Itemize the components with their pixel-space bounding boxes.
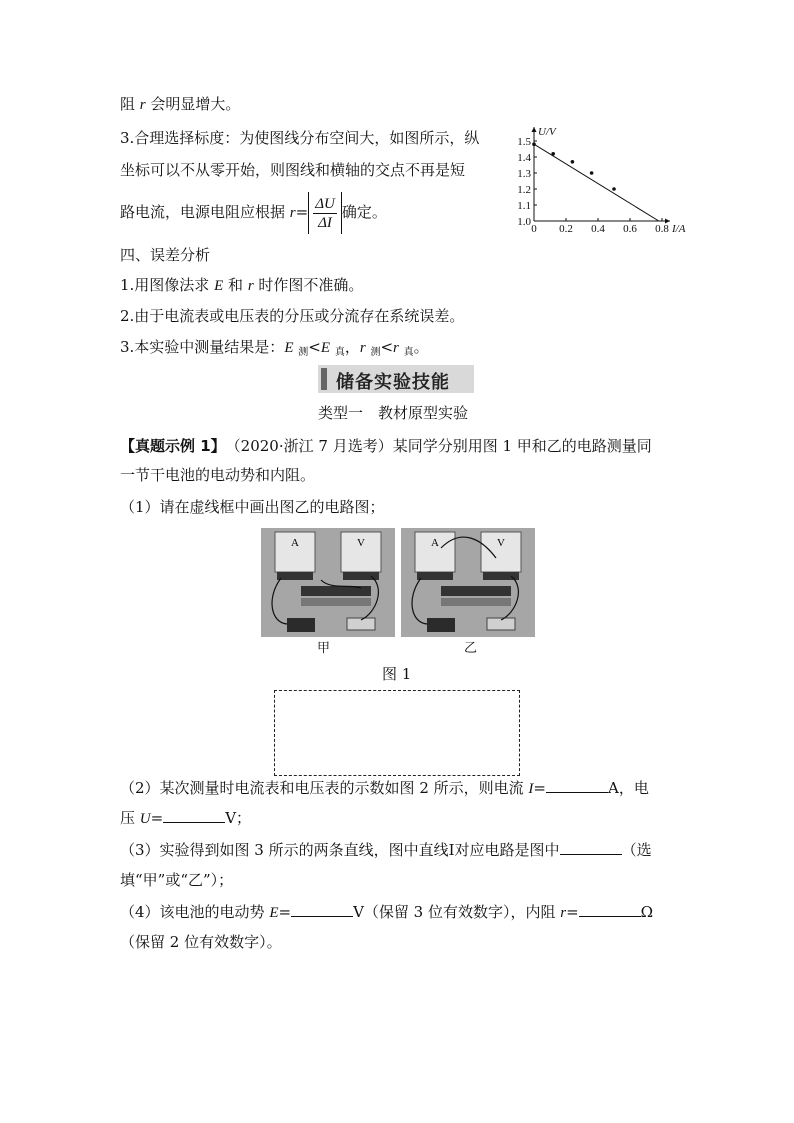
text-line: （2）某次测量时电流表和电压表的示数如图 2 所示，则电流 I= A，电 [120, 779, 649, 797]
x-tick-label: 0.2 [559, 223, 573, 235]
x-tick-label: 0.8 [655, 223, 669, 235]
x-tick-label: 0.4 [591, 223, 605, 235]
meter-v-label: V [357, 537, 365, 549]
u-i-chart [508, 125, 686, 235]
answer-blank-resistance[interactable] [579, 902, 641, 917]
figure-caption: 图 1 [382, 665, 412, 683]
data-point [551, 152, 555, 156]
meter-a-label: A [291, 537, 299, 549]
answer-blank-line1[interactable] [560, 840, 622, 855]
section-banner [318, 365, 474, 393]
banner-mark [321, 368, 327, 390]
data-point [612, 187, 616, 191]
y-tick-label: 1.2 [517, 184, 531, 196]
answer-blank-current[interactable] [546, 778, 608, 793]
text-line: 填“甲”或“乙”）； [120, 871, 234, 889]
y-axis-label: U/V [538, 126, 556, 138]
var-r: r [139, 97, 146, 113]
text-line: （4）该电池的电动势 E= V（保留 3 位有效数字），内阻 r= Ω [120, 903, 654, 921]
meter-v-label: V [497, 537, 505, 549]
photo-circuit-jia [261, 528, 395, 637]
photo-circuit-yi [401, 528, 535, 637]
x-axis-label: I/A [672, 223, 686, 235]
text-line: （1）请在虚线框中画出图乙的电路图； [120, 498, 385, 516]
data-point [590, 171, 594, 175]
text-line: 2.由于电流表或电压表的分压或分流存在系统误差。 [120, 307, 465, 325]
y-axis-arrow [532, 127, 537, 132]
y-tick-label: 1.5 [517, 136, 531, 148]
text-line: （保留 2 位有效数字）。 [120, 933, 282, 951]
photo-label-yi: 乙 [464, 641, 478, 656]
section-heading: 四、误差分析 [120, 246, 211, 264]
data-point [532, 142, 536, 146]
text-line: 阻 r 会明显增大。 [120, 95, 241, 113]
y-tick-label: 1.3 [517, 168, 531, 180]
data-point [571, 160, 575, 164]
type-heading: 类型一 教材原型实验 [318, 404, 469, 422]
answer-blank-voltage[interactable] [163, 808, 225, 823]
text-line: 路电流，电源电阻应根据 r= $\frac{\Delta U}{\Delta I}$ 确定。 [120, 190, 387, 235]
x-tick-label: 0.6 [623, 223, 637, 235]
photo-label-jia: 甲 [317, 641, 331, 656]
text-line: （3）实验得到如图 3 所示的两条直线，图中直线Ⅰ对应电路是图中 （选 [120, 841, 652, 859]
text-line: 一节干电池的电动势和内阻。 [120, 466, 316, 484]
text-line: 压 U= V； [120, 809, 252, 827]
y-tick-label: 1.4 [517, 152, 531, 164]
answer-blank-emf[interactable] [291, 902, 353, 917]
text-line: 坐标可以不从零开始，则图线和横轴的交点不再是短 [120, 161, 466, 179]
fit-line [534, 144, 659, 221]
circuit-drawing-box[interactable] [274, 690, 520, 776]
meter-a-label: A [431, 537, 439, 549]
example-tag: 【真题示例 1】 [120, 437, 219, 455]
banner-title: 储备实验技能 [336, 372, 450, 393]
text-line: 3.合理选择标度：为使图线分布空间大，如图所示，纵 [120, 129, 480, 147]
y-tick-label: 1.0 [517, 216, 531, 228]
text-line: 【真题示例 1】 （2020·浙江 7 月选考）某同学分别用图 1 甲和乙的电路测量同 [120, 437, 652, 455]
text-line: 1.用图像法求 E 和 r 时作图不准确。 [120, 276, 364, 294]
text-line: 3.本实验中测量结果是：E $_测$<E $_真$，r $_测$<r $_真$。 [120, 338, 429, 358]
y-tick-label: 1.1 [517, 200, 531, 212]
x-tick-label: 0 [531, 223, 537, 235]
formula-abs-fraction: $\frac{\Delta U}{\Delta I}$ [308, 192, 342, 234]
